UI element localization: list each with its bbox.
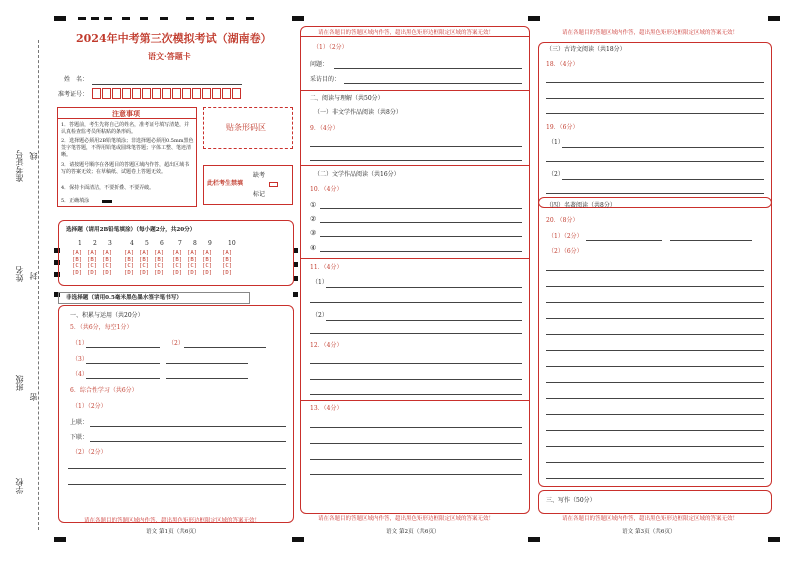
answer-line[interactable] — [310, 363, 522, 364]
q9-label: 9．（4分） — [310, 125, 339, 132]
page1-footer: 语文 第1页（共6页） — [146, 529, 200, 535]
choice-title: 选择题（请用2B铅笔填涂）（每小题2分，共20分） — [66, 227, 196, 233]
timing-mark — [226, 17, 234, 20]
choice-num: 6 — [160, 240, 164, 247]
section1-title: 一、积累与运用（共20分） — [70, 312, 144, 319]
timing-mark — [122, 17, 130, 20]
side-label-class: 班级 — [15, 375, 24, 391]
choice-bubble[interactable]: [B] — [72, 256, 83, 263]
timing-mark — [768, 537, 780, 542]
notes-box — [57, 107, 197, 207]
timing-mark — [78, 17, 86, 20]
absent-checkbox[interactable] — [269, 182, 278, 187]
q5-blank[interactable] — [86, 347, 160, 348]
warning-text: 请在各题目的答题区域内作答，超出黑色矩形边框限定区域的答案无效！ — [318, 30, 495, 36]
timing-mark — [186, 17, 194, 20]
choice-bubble[interactable]: [D] — [87, 269, 98, 276]
side-label-exam-id: 准考证号 — [15, 150, 24, 182]
note-item: 1．答题前，考生先将自己的姓名，准考证号填写清楚，并认真检查监考员所粘贴的条形码。 — [61, 122, 190, 135]
timing-mark — [292, 537, 304, 542]
choice-bubble[interactable]: [C] — [72, 263, 83, 269]
answer-line[interactable] — [310, 459, 522, 460]
answer-line[interactable] — [310, 427, 522, 428]
q5-blank[interactable] — [184, 347, 266, 348]
answer-line[interactable] — [546, 113, 764, 114]
answer-line[interactable] — [310, 394, 522, 395]
side-label-secret: 密 — [29, 393, 38, 401]
choice-bubble[interactable]: [D] — [202, 269, 213, 276]
lower-couplet-label: 下联： — [70, 434, 89, 441]
answer-line[interactable] — [546, 98, 764, 99]
timing-mark — [91, 17, 99, 20]
answer-line[interactable] — [320, 222, 522, 223]
sub4-title: （四）名著阅读（共8分） — [546, 202, 616, 209]
choice-num: 9 — [208, 240, 212, 247]
choice-bubble[interactable]: [C] — [187, 263, 198, 269]
page3-footer: 语文 第3页（共6页） — [622, 529, 676, 535]
nonchoice-title: 非选择题（请用0.5毫米黑色墨水签字笔书写） — [66, 295, 183, 301]
question-label: 问题： — [310, 61, 329, 68]
side-label-school: 学校 — [15, 478, 24, 494]
page-title: 2024年中考第三次模拟考试（湖南卷） — [76, 32, 272, 45]
q11-item: （1） — [312, 279, 328, 286]
q18-label: 18．（4分） — [546, 61, 579, 68]
answer-line[interactable] — [546, 414, 764, 415]
lower-couplet-line[interactable] — [90, 441, 286, 442]
answer-line[interactable] — [546, 478, 764, 479]
answer-line[interactable] — [546, 318, 764, 319]
answer-area-page1 — [58, 305, 294, 523]
q5-blank[interactable] — [166, 378, 248, 379]
answer-line[interactable] — [562, 179, 764, 180]
answer-line[interactable] — [546, 161, 764, 162]
choice-num: 5 — [145, 240, 149, 247]
answer-line[interactable] — [326, 287, 522, 288]
choice-bubble[interactable]: [D] — [139, 269, 150, 276]
choice-bubble[interactable]: [A] — [139, 250, 150, 256]
q5-blank-label: （1） — [72, 340, 88, 347]
choice-num: 3 — [108, 240, 112, 247]
timing-mark — [160, 17, 168, 20]
q20-label: 20．（8分） — [546, 217, 579, 224]
writing-title: 三、写作（50分） — [546, 497, 596, 504]
answer-line[interactable] — [310, 333, 522, 334]
q10-label: 10．（4分） — [310, 186, 343, 193]
upper-couplet-label: 上联： — [70, 419, 89, 426]
choice-bubble[interactable]: [B] — [172, 256, 183, 263]
interview-line[interactable] — [344, 83, 522, 84]
q-interview-label: （1）（2分） — [313, 44, 348, 51]
absent-mark: 标记 — [253, 191, 266, 198]
answer-line[interactable] — [320, 208, 522, 209]
note-item: 3．请按题号顺序在各题目的答题区域内作答，超出区域书写的答案无效；在草稿纸、试题卷上答题无效。 — [61, 162, 190, 175]
answer-line[interactable] — [68, 484, 286, 485]
answer-line[interactable] — [326, 320, 522, 321]
q5-blank-label: （3） — [72, 356, 88, 363]
choice-bubble[interactable]: [B] — [222, 256, 233, 263]
answer-line[interactable] — [310, 302, 522, 303]
answer-line[interactable] — [546, 446, 764, 447]
choice-bubble[interactable]: [A] — [72, 250, 83, 256]
q19-label: 19．（6分） — [546, 124, 579, 131]
choice-num: 4 — [130, 240, 134, 247]
choice-bubble[interactable]: [D] — [172, 269, 183, 276]
timing-mark — [768, 16, 780, 21]
choice-num: 8 — [193, 240, 197, 247]
choice-bubble[interactable]: [A] — [172, 250, 183, 256]
answer-line[interactable] — [546, 334, 764, 335]
name-label: 姓 名： — [64, 76, 89, 83]
answer-line[interactable] — [310, 443, 522, 444]
choice-bubble[interactable]: [D] — [102, 269, 113, 276]
answer-line[interactable] — [546, 462, 764, 463]
answer-line[interactable] — [320, 236, 522, 237]
sub3-title: （三）古诗文阅读（共18分） — [546, 46, 626, 53]
exam-id-label: 准考证号： — [58, 91, 89, 98]
choice-bubble[interactable]: [C] — [124, 263, 135, 269]
choice-bubble[interactable]: [C] — [154, 263, 165, 269]
answer-line[interactable] — [310, 146, 522, 147]
choice-bubble[interactable]: [A] — [124, 250, 135, 256]
choice-bubble[interactable]: [B] — [187, 256, 198, 263]
answer-line[interactable] — [310, 474, 522, 475]
choice-bubble[interactable]: [A] — [187, 250, 198, 256]
timing-mark — [206, 17, 214, 20]
answer-line[interactable] — [546, 270, 764, 271]
sub1-title: （一）非文学作品阅读（共8分） — [314, 109, 402, 116]
timing-mark — [528, 537, 540, 542]
binding-line — [38, 40, 39, 530]
answer-line[interactable] — [546, 302, 764, 303]
choice-num: 1 — [78, 240, 82, 247]
filled-sample-icon — [102, 200, 112, 203]
page2-footer: 语文 第2页（共6页） — [386, 529, 440, 535]
absent-label: 此栏考生禁填 — [207, 180, 244, 187]
q6-2-label: （2）（2分） — [72, 449, 107, 456]
choice-bubble[interactable]: [C] — [139, 263, 150, 269]
choice-bubble[interactable]: [A] — [202, 250, 213, 256]
timing-mark — [246, 17, 254, 20]
q6-1-label: （1）（2分） — [72, 403, 107, 410]
answer-line[interactable] — [68, 468, 286, 469]
q5-blank-label: （2） — [168, 340, 184, 347]
upper-couplet-line[interactable] — [90, 426, 286, 427]
choice-bubble[interactable]: [D] — [72, 269, 83, 276]
exam-id-boxes[interactable] — [92, 88, 242, 99]
side-label-seal: 封 — [29, 272, 38, 280]
question-line[interactable] — [334, 68, 522, 69]
choice-bubble[interactable]: [B] — [124, 256, 135, 263]
choice-bubble[interactable]: [C] — [87, 263, 98, 269]
warning-text: 请在各题目的答题区域内作答，超出黑色矩形边框限定区域的答案无效！ — [318, 516, 495, 522]
choice-bubble[interactable]: [A] — [154, 250, 165, 256]
note-item: 5．正确填涂 — [61, 198, 90, 204]
timing-mark — [293, 292, 298, 297]
answer-line[interactable] — [546, 82, 764, 83]
page-subtitle: 语文·答题卡 — [148, 51, 191, 61]
interview-label: 采访目的： — [310, 76, 341, 83]
warning-text: 请在各题目的答题区域内作答，超出黑色矩形边框限定区域的答案无效！ — [562, 30, 739, 36]
choice-bubble[interactable]: [D] — [154, 269, 165, 276]
choice-num: 7 — [178, 240, 182, 247]
q10-item: ② — [310, 215, 317, 223]
choice-bubble[interactable]: [C] — [172, 263, 183, 269]
answer-line[interactable] — [546, 286, 764, 287]
answer-line[interactable] — [586, 240, 662, 241]
choice-bubble[interactable]: [D] — [124, 269, 135, 276]
q19-item: （1） — [548, 139, 564, 146]
barcode-label: 贴条形码区 — [226, 123, 266, 132]
choice-bubble[interactable]: [C] — [202, 263, 213, 269]
choice-bubble[interactable]: [C] — [102, 263, 113, 269]
choice-bubble[interactable]: [A] — [102, 250, 113, 256]
answer-line[interactable] — [670, 240, 752, 241]
q5-blank[interactable] — [86, 378, 160, 379]
q20-1-label: （1）（2分） — [548, 233, 583, 240]
choice-bubble[interactable]: [B] — [87, 256, 98, 263]
choice-bubble[interactable]: [B] — [202, 256, 213, 263]
q6-label: 6．综合性学习（共6分） — [70, 387, 138, 394]
answer-line[interactable] — [546, 382, 764, 383]
q5-blank[interactable] — [166, 363, 248, 364]
choice-bubble[interactable]: [D] — [222, 269, 233, 276]
q11-item: （2） — [312, 312, 328, 319]
side-label-name: 姓名 — [15, 266, 24, 282]
q13-label: 13．（4分） — [310, 405, 343, 412]
answer-line[interactable] — [546, 430, 764, 431]
q12-label: 12．（4分） — [310, 342, 343, 349]
name-field[interactable] — [92, 84, 242, 85]
choice-bubble[interactable]: [A] — [222, 250, 233, 256]
note-item: 4．保持卡面清洁，不要折叠、不要弄破。 — [61, 185, 155, 191]
q5-label: 5．（共6分，每空1分） — [70, 324, 133, 331]
timing-mark — [54, 16, 66, 21]
note-item: 2．选择题必须用2B铅笔填涂；非选择题必须用0.5mm黑色签字笔答题，不得用铅笔或圆珠笔答题；字体工整、笔迹清晰。 — [61, 138, 194, 158]
q10-item: ① — [310, 201, 317, 209]
choice-bubble[interactable]: [B] — [154, 256, 165, 263]
sub2-title: （二）文学作品阅读（共16分） — [314, 171, 400, 178]
notes-title: 注意事项 — [112, 109, 140, 118]
section2-title: 二、阅读与理解（共50分） — [310, 95, 384, 102]
choice-bubble[interactable]: [B] — [102, 256, 113, 263]
q11-label: 11．（4分） — [310, 264, 343, 271]
answer-line[interactable] — [310, 160, 522, 161]
choice-num: 10 — [228, 240, 236, 247]
choice-bubble[interactable]: [C] — [222, 263, 233, 269]
q5-blank[interactable] — [86, 363, 160, 364]
q10-item: ③ — [310, 229, 317, 237]
choice-num: 2 — [93, 240, 97, 247]
choice-bubble[interactable]: [B] — [139, 256, 150, 263]
q20-2-label: （2）（6分） — [548, 248, 583, 255]
warning-text: 请在各题目的答题区域内作答，超出黑色矩形边框限定区域的答案无效！ — [84, 518, 261, 524]
answer-line[interactable] — [562, 147, 764, 148]
q10-item: ④ — [310, 244, 317, 252]
answer-line[interactable] — [546, 193, 764, 194]
q19-item: （2） — [548, 171, 564, 178]
timing-mark — [292, 16, 304, 21]
side-label-line: 线 — [29, 152, 38, 160]
timing-mark — [528, 16, 540, 21]
absent-missing: 缺考 — [253, 172, 266, 179]
answer-line[interactable] — [546, 350, 764, 351]
answer-line[interactable] — [546, 366, 764, 367]
timing-mark — [140, 17, 148, 20]
choice-bubble[interactable]: [A] — [87, 250, 98, 256]
timing-mark — [104, 17, 112, 20]
choice-bubble[interactable]: [D] — [187, 269, 198, 276]
warning-text: 请在各题目的答题区域内作答，超出黑色矩形边框限定区域的答案无效！ — [562, 516, 739, 522]
answer-line[interactable] — [320, 251, 522, 252]
answer-line[interactable] — [310, 379, 522, 380]
answer-line[interactable] — [546, 398, 764, 399]
q5-blank-label: （4） — [72, 371, 88, 378]
timing-mark — [54, 537, 66, 542]
